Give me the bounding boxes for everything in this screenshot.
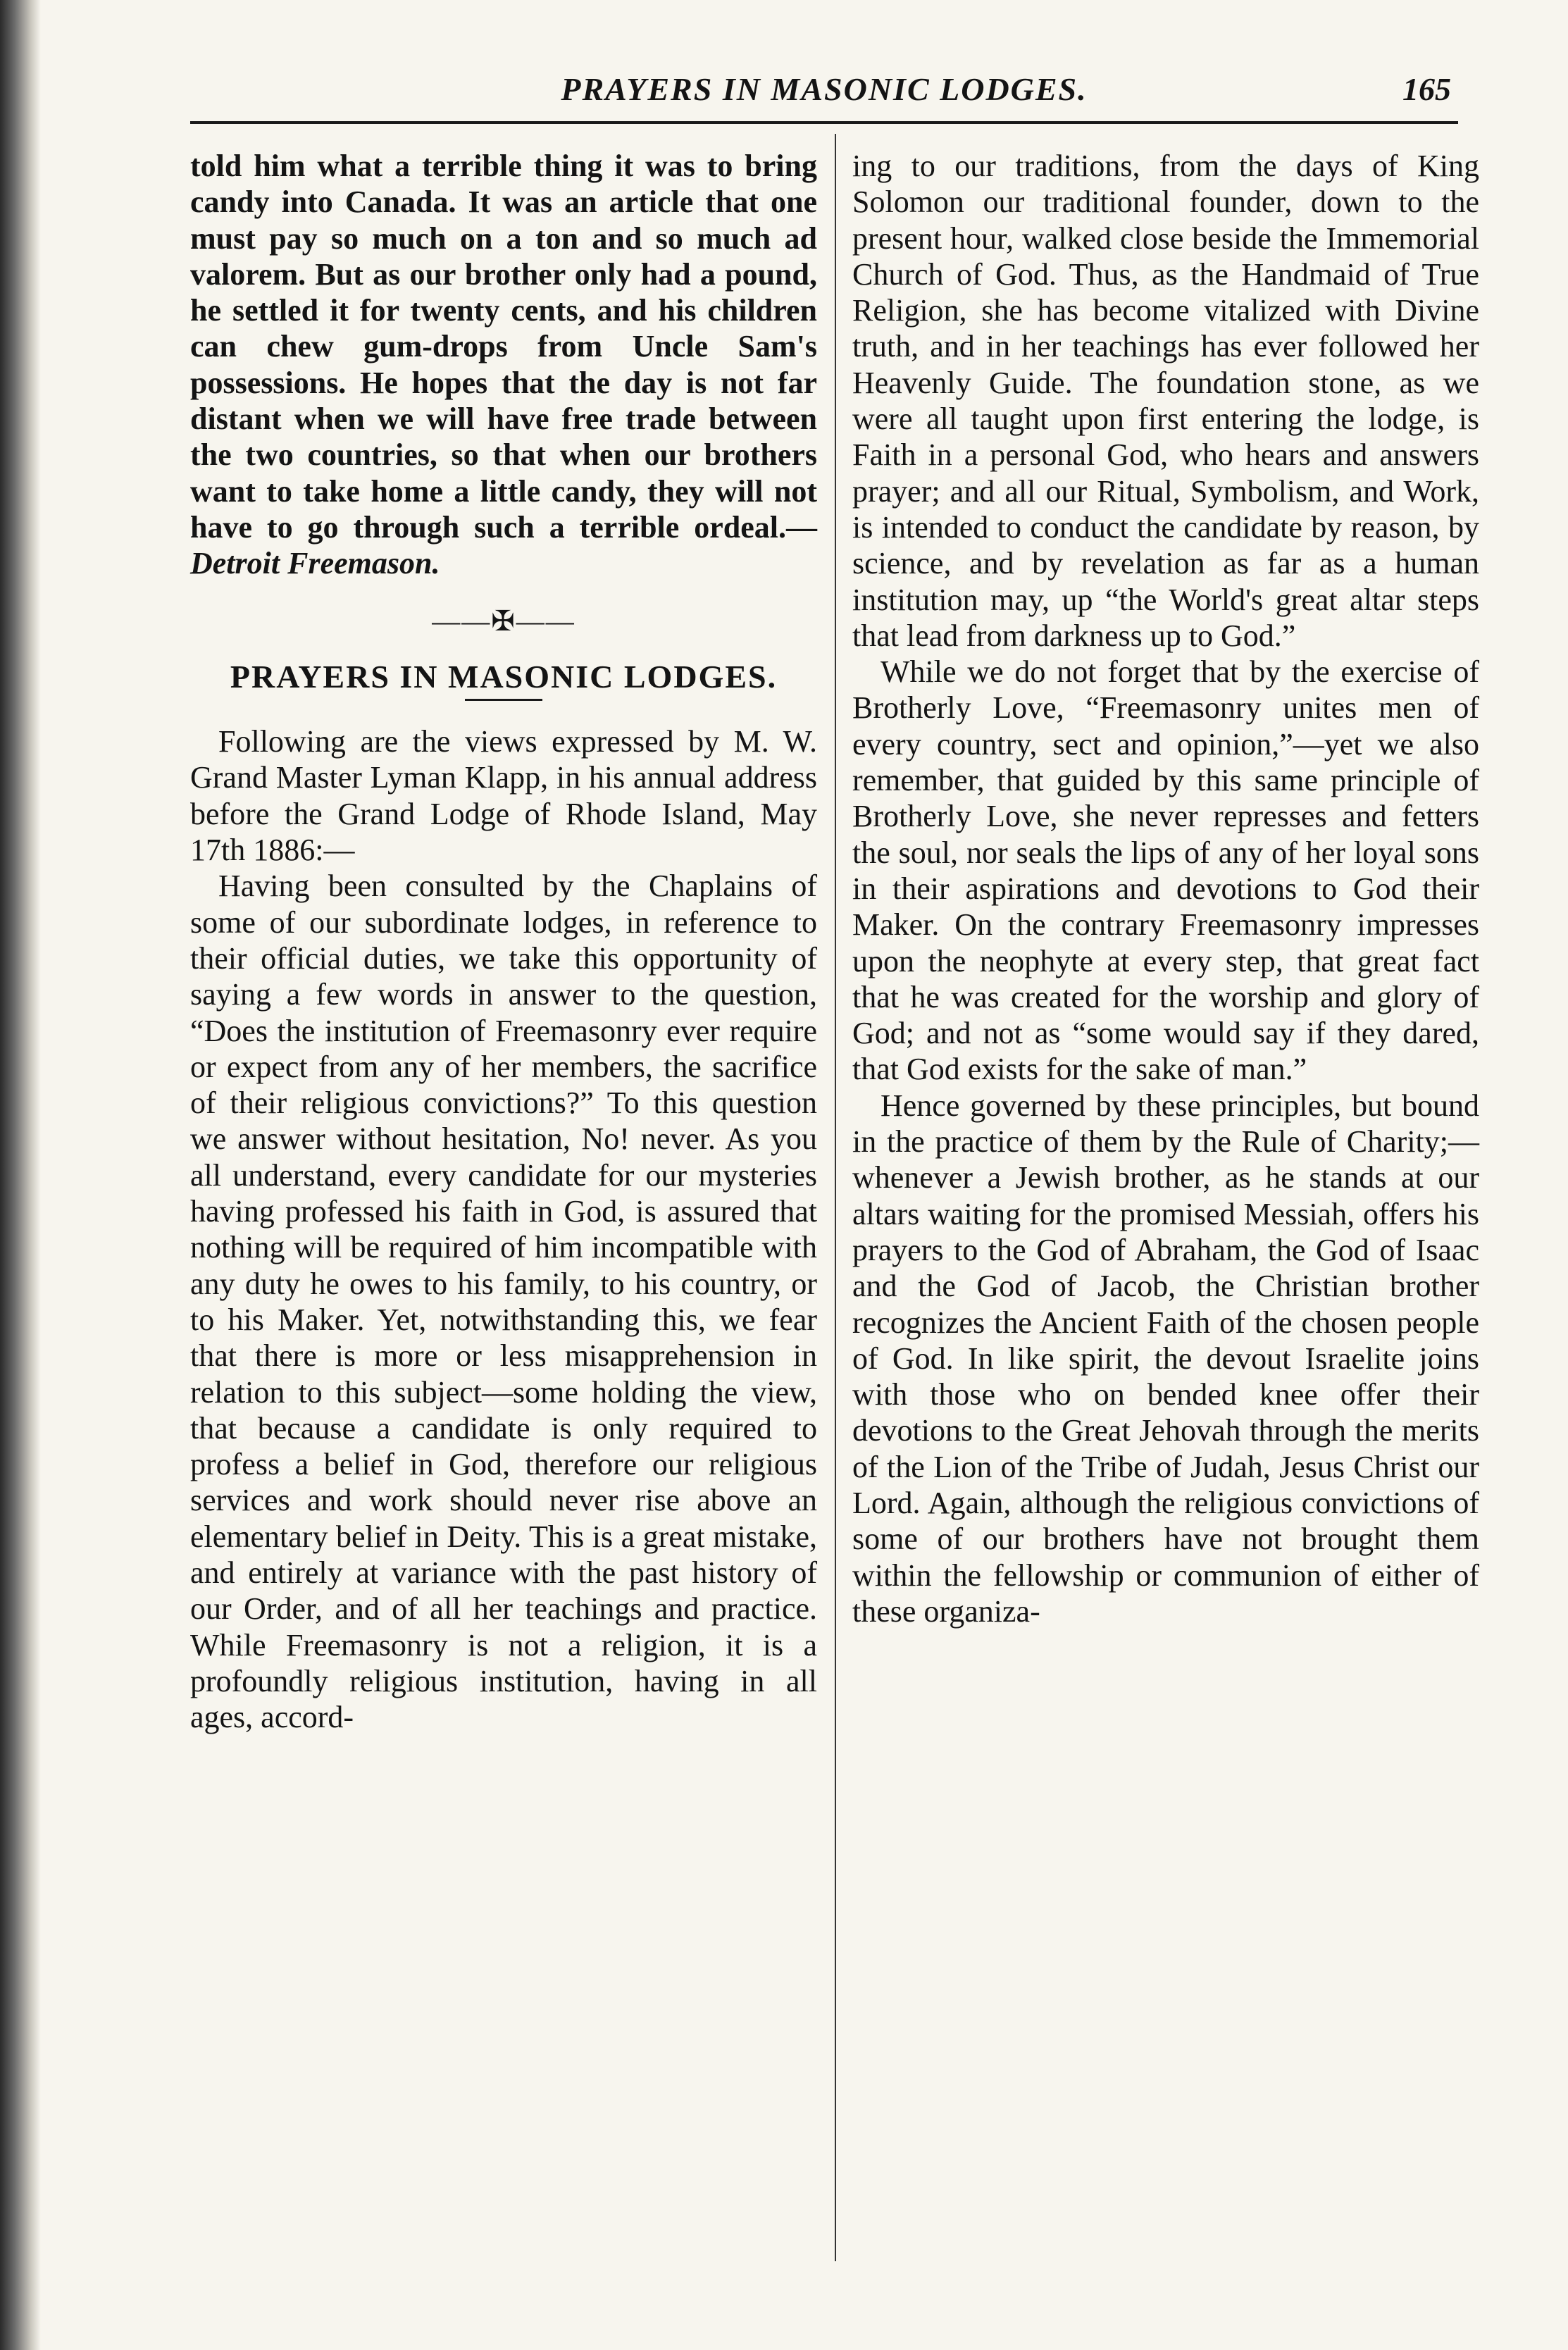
header-rule	[190, 121, 1458, 124]
paragraph-brotherly-love: While we do not forget that by the exercise of Brotherly Love, “Freemasonry unites men of every country, sect and opinion,”—yet we also remember, that guided by this same principle of Brotherly Love, she never represses and fetters the soul, nor seals the lips of any of her loyal sons in their aspirations and devotions to God their Maker. On the contrary Freemasonry impresses upon the neophyte at every step, that great fact that he was created for the worship and glory of God; and not as “some would say if they dared, that God exists for the sake of man.”	[852, 654, 1479, 1087]
paragraph-traditions: ing to our traditions, from the days of King Solomon our traditional founder, down to the present hour, walked close beside the Immemorial Church of God. Thus, as the Handmaid of True Religion, she has become vitalized with Divine truth, and in her teachings has ever followed her Heavenly Guide. The foundation stone, as we were all taught upon first entering the lodge, is Faith in a personal God, who hears and answers prayer; and all our Ritual, Symbolism, and Work, is intended to conduct the candidate by reason, by science, and by revelation as far as a human institution may, up “the World's great altar steps that lead from darkness up to God.”	[852, 149, 1479, 653]
page-number: 165	[1402, 71, 1451, 107]
page-header	[190, 70, 1458, 127]
paragraph-consulted: Having been consulted by the Chaplains of some of our subordinate lodges, in reference to their official duties, we take this opportunity of saying a few words in answer to the question, “Does the institution of Freemasonry ever require or expect from any of her members, the sacrifice of their religious convictions?” To this question we answer without hesitation, No! never. As you all understand, every candidate for our mysteries having professed his faith in God, is assured that nothing will be required of him incompatible with any duty he owes to his family, to his country, or to his Maker. Yet, notwithstanding this, we fear that there is more or less misapprehension in relation to this subject—some holding the view, that because a candidate is only required to profess a belief in God, therefore our religious services and work should never rise above an elementary belief in Deity. This is a great mistake, and entirely at variance with the past history of our Order, and of all her teachings and practice. While Freemasonry is not a religion, it is a profoundly religious institution, having in all ages, accord-	[190, 869, 817, 1735]
heading-rule	[465, 699, 542, 701]
column-divider	[835, 134, 836, 2261]
section-ornament: ——✠——	[432, 604, 575, 637]
book-page	[190, 56, 1479, 2275]
paragraph-intro: Following are the views expressed by M. W. Grand Master Lyman Klapp, in his annual address before the Grand Lodge of Rhode Island, May 17th 1886:—	[190, 724, 817, 868]
section-heading: PRAYERS IN MASONIC LODGES.	[230, 658, 778, 695]
article-source: Detroit Freemason.	[190, 546, 440, 581]
book-binding-edge	[0, 0, 41, 2350]
left-column	[190, 148, 817, 1735]
right-column	[852, 148, 1479, 1629]
continuation-text: told him what a terrible thing it was to bring candy into Canada. It was an article that one must pay so much on a ton and so much ad valorem. But as our brother only had a pound, he settled it for twenty cents, and his children can chew gum-drops from Uncle Sam's possessions. He hopes that the day is not far distant when we will have free trade between the two countries, so that when our brothers want to take home a little candy, they will not have to go through such a terrible ordeal.—	[190, 149, 817, 545]
paragraph-principles: Hence governed by these principles, but bound in the practice of them by the Rule of Charity;—whenever a Jewish brother, as he stands at our altars waiting for the promised Messiah, offers his prayers to the God of Abraham, the God of Isaac and the God of Jacob, the Christian brother recognizes the Ancient Faith of the chosen people of God. In like spirit, the devout Israelite joins with those who on bended knee offer their devotions to the Great Jehovah through the merits of the Lion of the Tribe of Judah, Jesus Christ our Lord. Again, although the religious convictions of some of our brothers have not brought them within the fellowship or communion of either of these organiza-	[852, 1088, 1479, 1629]
article-continuation	[190, 148, 817, 582]
running-title: PRAYERS IN MASONIC LODGES.	[561, 71, 1088, 107]
